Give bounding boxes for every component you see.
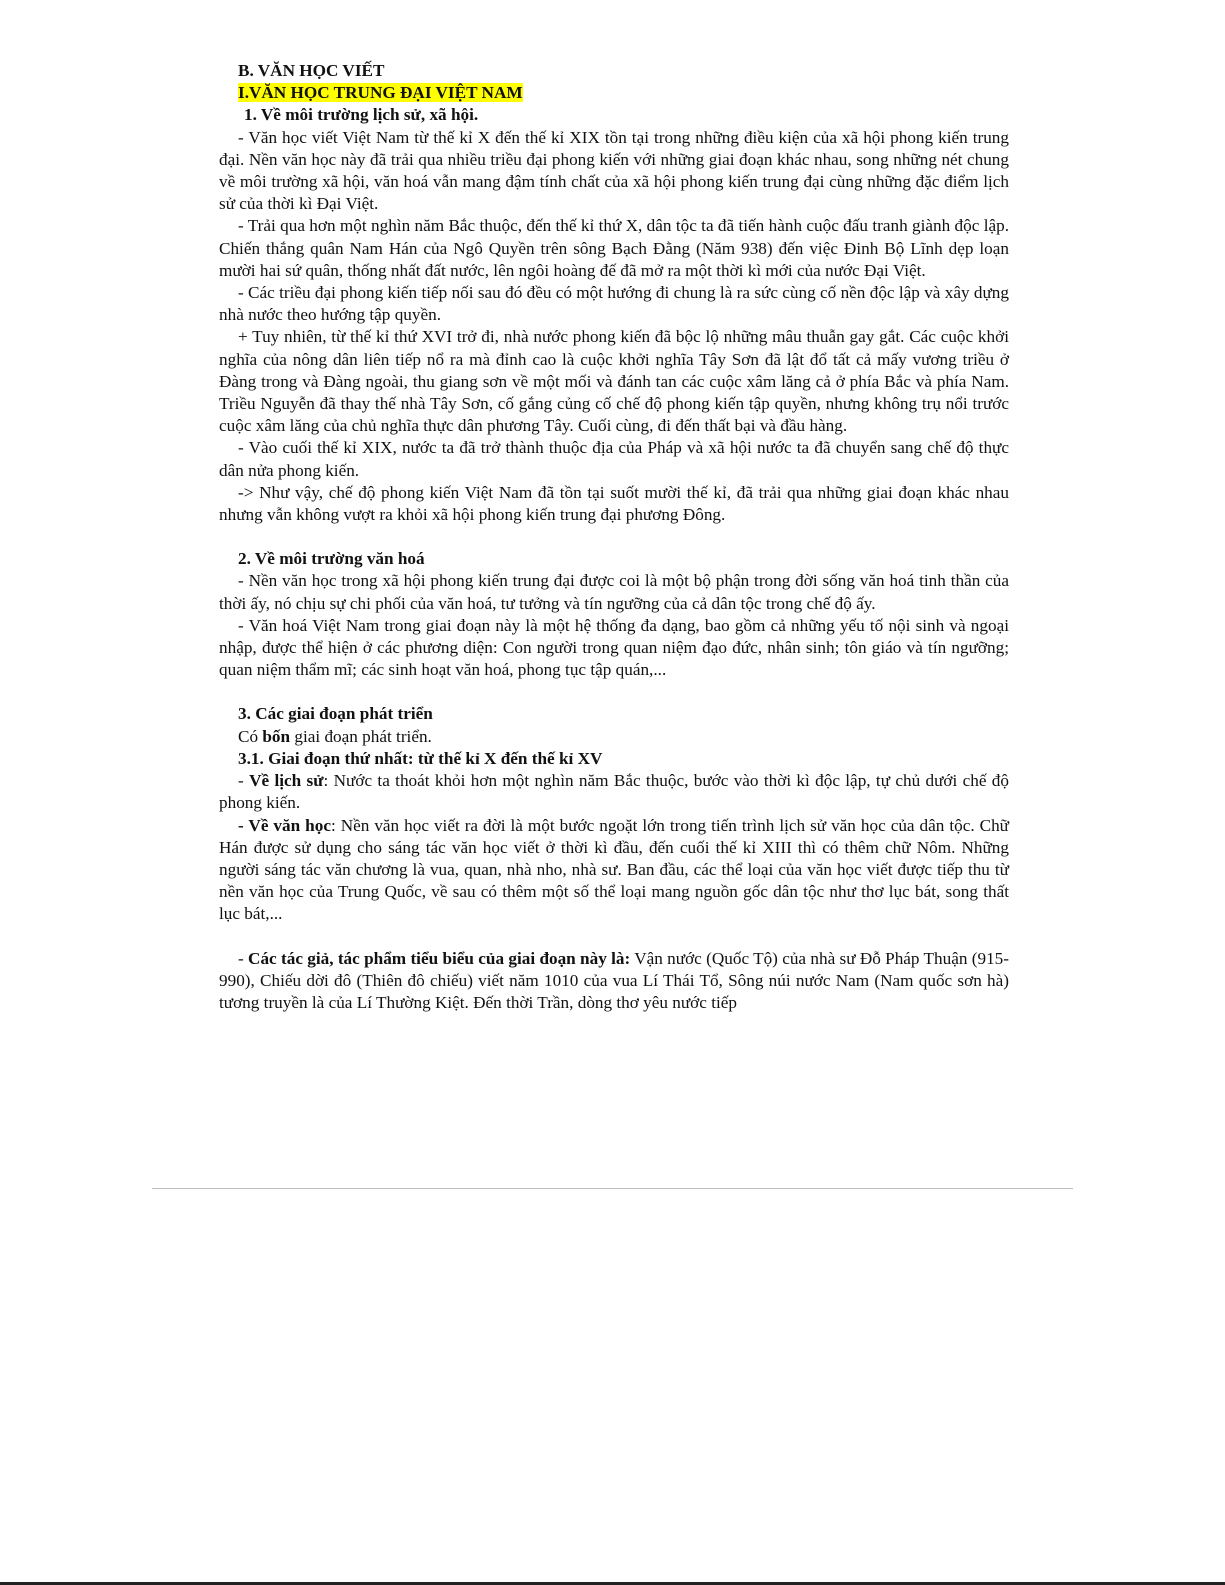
paragraph-literature: - Về văn học: Nền văn học viết ra đời là một bước ngoặt lớn trong tiến trình lịch sử văn học của dân tộc. Chữ Hán được sử dụng cho sáng tác văn học viết ở thời kì đầu, đến cuối thế kỉ XIII thì có thêm chữ Nôm. Những người sáng tác văn chương là vua, quan, nhà nho, nhà sư. Ban đầu, các thể loại của văn học viết được tiếp thu từ nền văn học của Trung Quốc, về sau có thêm một số thể loại mang nguồn gốc dân tộc như thơ lục bát, song thất lục bát,... <box>219 815 1009 924</box>
chapter-title-highlighted: I.VĂN HỌC TRUNG ĐẠI VIỆT NAM <box>238 83 523 103</box>
paragraph: - Các triều đại phong kiến tiếp nối sau đó đều có một hướng đi chung là ra sức cùng cố nền độc lập và xây dựng nhà nước theo hướng tập quyền. <box>219 283 1009 325</box>
heading-culture: 2. Về môi trường văn hoá <box>238 549 425 569</box>
heading-stage-one: 3.1. Giai đoạn thứ nhất: từ thế kỉ X đến thế kỉ XV <box>238 748 603 768</box>
section-title: B. VĂN HỌC VIẾT <box>238 61 385 80</box>
paragraph-authors: - Các tác giả, tác phẩm tiểu biểu của giai đoạn này là: Vận nước (Quốc Tộ) của nhà sư Đỗ Pháp Thuận (915-990), Chiếu dời đô (Thiên đô chiếu) viết năm 1010 của vua Lí Thái Tổ, Sông núi nước Nam (Nam quốc sơn hà) tương truyền là của Lí Thường Kiệt. Đến thời Trần, dòng thơ yêu nước tiếp <box>219 948 1009 1012</box>
paragraph: - Trải qua hơn một nghìn năm Bắc thuộc, đến thế kỉ thứ X, dân tộc ta đã tiến hành cuộc đấu tranh giành độc lập. Chiến thắng quân Nam Hán của Ngô Quyền trên sông Bạch Đằng (Năm 938) đến việc Đinh Bộ Lĩnh dẹp loạn mười hai sứ quân, thống nhất đất nước, lên ngôi hoàng đế đã mở ra một thời kì mới của nước Đại Việt. <box>219 216 1009 280</box>
heading-history-society: 1. Về môi trường lịch sử, xã hội. <box>244 105 479 125</box>
document-page <box>219 60 1009 1014</box>
heading-development-stages: 3. Các giai đoạn phát triển <box>238 704 433 724</box>
paragraph: - Vào cuối thế kỉ XIX, nước ta đã trở thành thuộc địa của Pháp và xã hội nước ta đã chuyển sang chế độ thực dân nửa phong kiến. <box>219 438 1009 480</box>
stages-intro: Có bốn giai đoạn phát triển. <box>238 726 432 746</box>
paragraph: - Nền văn học trong xã hội phong kiến trung đại được coi là một bộ phận trong đời sống văn hoá tinh thần của thời ấy, nó chịu sự chi phối của văn hoá, tư tưởng và tín ngưỡng của cả dân tộc trong chế độ ấy. <box>219 571 1009 613</box>
paragraph: + Tuy nhiên, từ thế kỉ thứ XVI trở đi, nhà nước phong kiến đã bộc lộ những mâu thuẫn gay gắt. Các cuộc khởi nghĩa của nông dân liên tiếp nổ ra mà đỉnh cao là cuộc khởi nghĩa Tây Sơn đã lật đổ tất cả mấy vương triều ở Đàng trong và Đàng ngoài, thu giang sơn về một mối và đánh tan các cuộc xâm lăng cả ở phía Bắc và phía Nam. Triều Nguyễn đã thay thế nhà Tây Sơn, cố gắng củng cố chế độ phong kiến tập quyền, nhưng không trụ nổi trước cuộc xâm lăng của chủ nghĩa thực dân phương Tây. Cuối cùng, đi đến thất bại và đầu hàng. <box>219 327 1009 436</box>
paragraph: - Văn hoá Việt Nam trong giai đoạn này là một hệ thống đa dạng, bao gồm cả những yếu tố nội sinh và ngoại nhập, được thể hiện ở các phương diện: Con người trong quan niệm đạo đức, nhân sinh; tôn giáo và tín ngưỡng; quan niệm thẩm mĩ; các sinh hoạt văn hoá, phong tục tập quán,... <box>219 615 1009 680</box>
paragraph: -> Như vậy, chế độ phong kiến Việt Nam đã tồn tại suốt mười thế kỉ, đã trải qua những giai đoạn khác nhau nhưng vẫn không vượt ra khỏi xã hội phong kiến trung đại phương Đông. <box>219 482 1009 525</box>
paragraph: - Văn học viết Việt Nam từ thế kỉ X đến thế kỉ XIX tồn tại trong những điều kiện của xã hội phong kiến trung đại. Nền văn học này đã trải qua nhiều triều đại phong kiến với những giai đoạn khác nhau, song những nét chung về môi trường xã hội, văn hoá vẫn mang đậm tính chất của xã hội phong kiến trung đại cùng những đặc điểm lịch sử của thời kì Đại Việt. <box>219 127 1009 214</box>
paragraph-history: - Về lịch sử: Nước ta thoát khỏi hơn một nghìn năm Bắc thuộc, bước vào thời kì độc lập, tự chủ dưới chế độ phong kiến. <box>219 771 1009 813</box>
page-divider <box>152 1188 1073 1189</box>
